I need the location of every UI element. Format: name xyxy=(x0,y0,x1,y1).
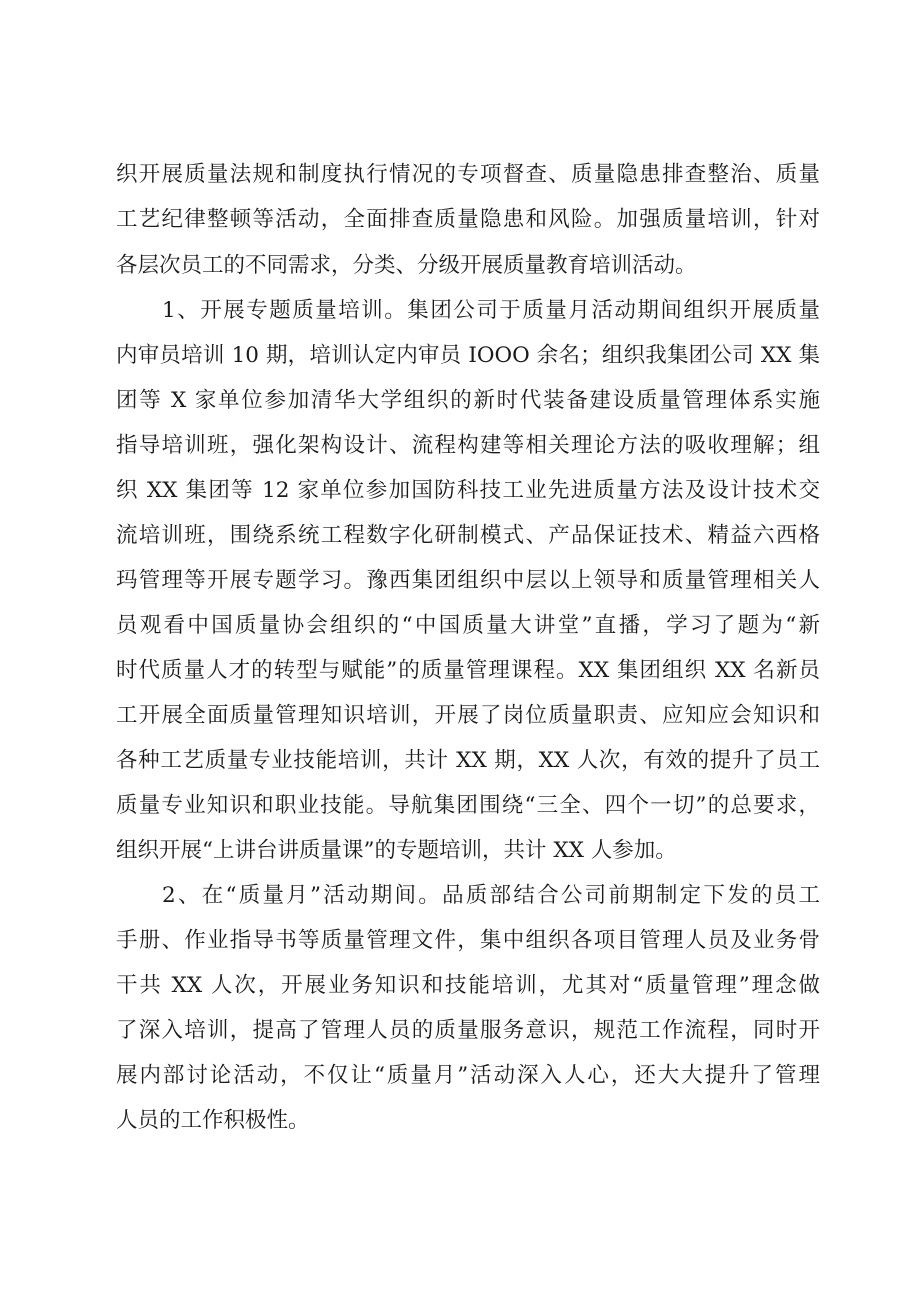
text-line-8: 织 XX 集团等 12 家单位参加国防科技工业先进质量方法及设计技术交 xyxy=(116,478,820,503)
text-line-1: 织开展质量法规和制度执行情况的专项督查、质量隐患排查整治、质量 xyxy=(116,162,820,187)
text-line-14: 各种工艺质量专业技能培训，共计 XX 期，XX 人次，有效的提升了员工 xyxy=(116,748,820,773)
text-line-20: 了深入培训，提高了管理人员的质量服务意识，规范工作流程，同时开 xyxy=(116,1018,820,1043)
paragraph-2-first-line: 2、在“质量月”活动期间。品质部结合公司前期制定下发的员工 xyxy=(162,883,820,908)
text-line-10: 玛管理等开展专题学习。豫西集团组织中层以上领导和质量管理相关人 xyxy=(116,568,820,593)
text-line-3: 各层次员工的不同需求，分类、分级开展质量教育培训活动。 xyxy=(116,253,697,278)
text-line-13: 工开展全面质量管理知识培训，开展了岗位质量职责、应知应会知识和 xyxy=(116,703,820,728)
paragraph-1-first-line: 1、开展专题质量培训。集团公司于质量月活动期间组织开展质量 xyxy=(162,298,820,323)
text-line-7: 指导培训班，强化架构设计、流程构建等相关理论方法的吸收理解；组 xyxy=(116,433,820,458)
text-line-6: 团等 X 家单位参加清华大学组织的新时代装备建设质量管理体系实施 xyxy=(116,388,820,413)
text-line-5: 内审员培训 10 期，培训认定内审员 IOOO 余名；组织我集团公司 XX 集 xyxy=(116,343,820,368)
text-line-9: 流培训班，围绕系统工程数字化研制模式、产品保证技术、精益六西格 xyxy=(116,523,820,548)
text-line-19: 干共 XX 人次，开展业务知识和技能培训，尤其对“质量管理”理念做 xyxy=(116,973,820,998)
text-line-11: 员观看中国质量协会组织的“中国质量大讲堂”直播，学习了题为“新 xyxy=(116,613,820,638)
text-line-2: 工艺纪律整顿等活动，全面排查质量隐患和风险。加强质量培训，针对 xyxy=(116,207,820,232)
text-line-21: 展内部讨论活动，不仅让“质量月”活动深入人心，还大大提升了管理 xyxy=(116,1063,820,1088)
text-line-15: 质量专业知识和职业技能。导航集团围绕“三全、四个一切”的总要求， xyxy=(116,793,820,818)
text-line-18: 手册、作业指导书等质量管理文件，集中组织各项目管理人员及业务骨 xyxy=(116,928,820,953)
text-line-16: 组织开展“上讲台讲质量课”的专题培训，共计 XX 人参加。 xyxy=(116,838,677,863)
text-line-12: 时代质量人才的转型与赋能”的质量管理课程。XX 集团组织 XX 名新员 xyxy=(116,658,820,683)
text-line-22: 人员的工作积极性。 xyxy=(116,1108,310,1133)
